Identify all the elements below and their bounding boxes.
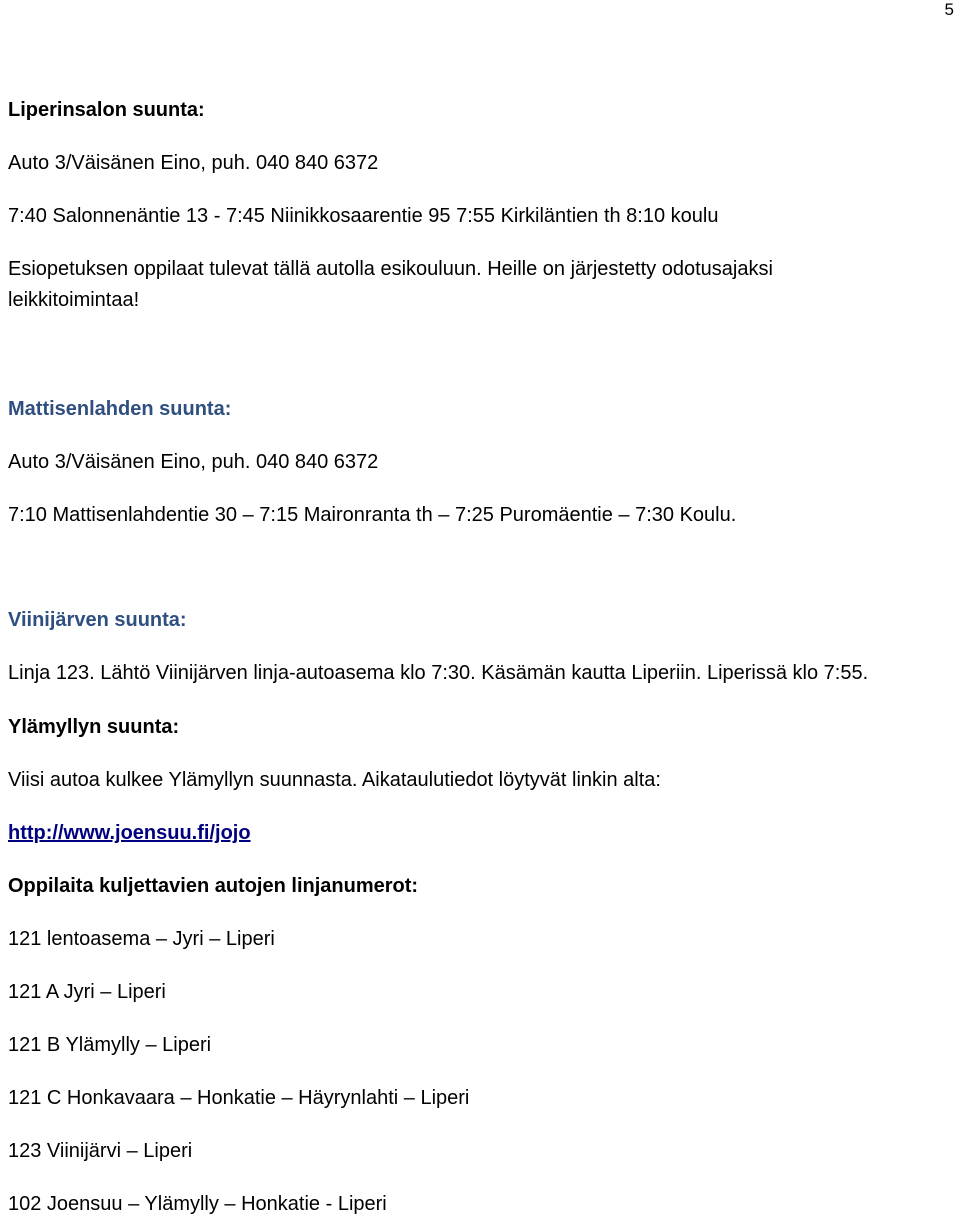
jojo-link[interactable]: http://www.joensuu.fi/jojo bbox=[8, 822, 251, 844]
liperinsalo-schedule: 7:40 Salonnenäntie 13 - 7:45 Niinikkosaarentie 95 7:55 Kirkiläntien th 8:10 koulu bbox=[8, 205, 719, 227]
line-item: 121 C Honkavaara – Honkatie – Häyrynlahti – Liperi bbox=[8, 1087, 470, 1109]
liperinsalo-note-line2: leikkitoimintaa! bbox=[8, 289, 140, 311]
ylamylly-text: Viisi autoa kulkee Ylämyllyn suunnasta. Aikataulutiedot löytyvät linkin alta: bbox=[8, 769, 661, 791]
page-number: 5 bbox=[944, 0, 954, 19]
line-item: 121 lentoasema – Jyri – Liperi bbox=[8, 928, 275, 950]
mattisenlahti-schedule: 7:10 Mattisenlahdentie 30 – 7:15 Maironranta th – 7:25 Puromäentie – 7:30 Koulu. bbox=[8, 504, 737, 526]
liperinsalo-driver: Auto 3/Väisänen Eino, puh. 040 840 6372 bbox=[8, 152, 379, 174]
ylamylly-heading: Ylämyllyn suunta: bbox=[8, 716, 180, 738]
viinijarvi-text: Linja 123. Lähtö Viinijärven linja-autoasema klo 7:30. Käsämän kautta Liperiin. Liperissä klo 7:55. bbox=[8, 662, 869, 684]
lines-heading: Oppilaita kuljettavien autojen linjanumerot: bbox=[8, 875, 419, 897]
mattisenlahti-heading: Mattisenlahden suunta: bbox=[8, 398, 232, 420]
viinijarvi-heading: Viinijärven suunta: bbox=[8, 609, 187, 631]
mattisenlahti-driver: Auto 3/Väisänen Eino, puh. 040 840 6372 bbox=[8, 451, 379, 473]
line-item: 102 Joensuu – Ylämylly – Honkatie - Liperi bbox=[8, 1193, 387, 1215]
line-item: 123 Viinijärvi – Liperi bbox=[8, 1140, 193, 1162]
liperinsalo-note-line1: Esiopetuksen oppilaat tulevat tällä autolla esikouluun. Heille on järjestetty odotusajaksi bbox=[8, 258, 773, 280]
liperinsalo-heading: Liperinsalon suunta: bbox=[8, 99, 205, 121]
jojo-link-line bbox=[8, 821, 251, 845]
line-item: 121 A Jyri – Liperi bbox=[8, 981, 166, 1003]
line-item: 121 B Ylämylly – Liperi bbox=[8, 1034, 212, 1056]
